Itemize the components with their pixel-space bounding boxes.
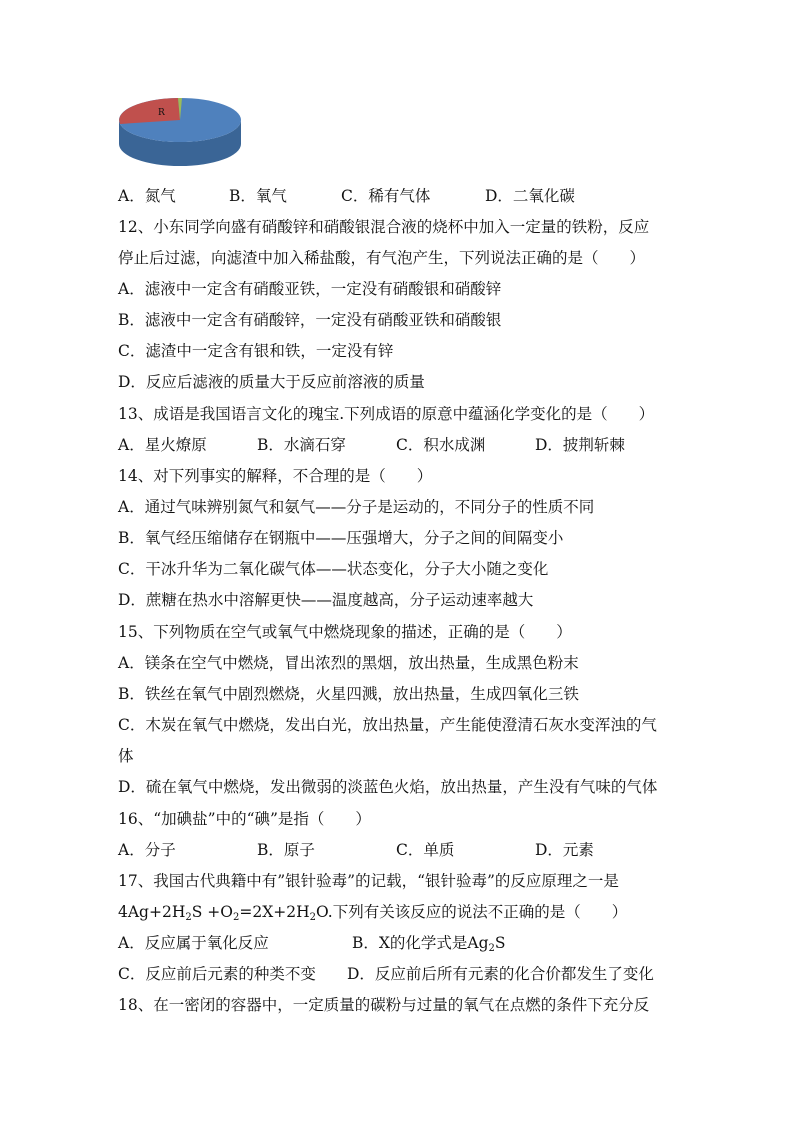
q11-options: [118, 186, 575, 206]
q17-option-d: D．反应前后所有元素的化合价都发生了变化: [347, 965, 654, 983]
q14-option-b: B．氧气经压缩储存在钢瓶中——压强增大，分子之间的间隔变小: [118, 529, 564, 547]
q13-option-d: D．披荆斩棘: [535, 436, 625, 454]
q17-eq-part-b: S +O: [191, 903, 233, 921]
q18-stem: 18、在一密闭的容器中，一定质量的碳粉与过量的氧气在点燃的条件下充分反: [118, 996, 650, 1014]
q14-option-d: D．蔗糖在热水中溶解更快——温度越高，分子运动速率越大: [118, 591, 534, 609]
q14-stem: 14、对下列事实的解释，不合理的是（ ）: [118, 467, 433, 485]
q17-eq-sub-b: 2: [232, 912, 240, 923]
q17-stem: 17、我国古代典籍中有”银针验毒”的记载，“银针验毒”的反应原理之一是: [118, 872, 619, 890]
q11-option-d: D．二氧化碳: [485, 187, 575, 205]
q13-stem: 13、成语是我国语言文化的瑰宝.下列成语的原意中蕴涵化学变化的是（ ）: [118, 405, 655, 423]
q14-option-a: A．通过气味辨别氮气和氨气——分子是运动的，不同分子的性质不同: [118, 498, 595, 516]
q12-option-a: A．滤液中一定含有硝酸亚铁，一定没有硝酸银和硝酸锌: [118, 280, 502, 298]
q15-option-b: B．铁丝在氧气中剧烈燃烧，火星四溅，放出热量，生成四氧化三铁: [118, 685, 579, 703]
q17-eq-part-a: 4Ag+2H: [118, 903, 186, 921]
q15-option-c-continued: 体: [118, 747, 134, 765]
pie-label-r: R: [158, 108, 165, 118]
q13-option-a: A．星火燎原: [118, 436, 207, 454]
q13-option-b: B．水滴石穿: [257, 436, 346, 454]
q17-option-a: A．反应属于氧化反应: [118, 934, 269, 952]
q17-eq-part-d: O.下列有关该反应的说法不正确的是（ ）: [315, 903, 628, 921]
pie-slice-r: [119, 98, 180, 124]
q15-option-c: C．木炭在氧气中燃烧，发出白光，放出热量，产生能使澄清石灰水变浑浊的气: [118, 716, 657, 734]
q17-option-b-sub: 2: [488, 943, 495, 954]
q15-option-d: D．硫在氧气中燃烧，发出微弱的淡蓝色火焰，放出热量，产生没有气味的气体: [118, 778, 658, 796]
q17-eq-sub-a: 2: [185, 912, 192, 923]
q17-options-row2: [118, 964, 654, 984]
q16-stem: 16、“加碘盐”中的“碘”是指（ ）: [118, 810, 371, 828]
q12-stem-line1: 12、小东同学向盛有硝酸锌和硝酸银混合液的烧杯中加入一定量的铁粉，反应: [118, 218, 650, 236]
q17-equation-line: [118, 902, 627, 922]
q14-option-c: C．干冰升华为二氧化碳气体——状态变化，分子大小随之变化: [118, 560, 549, 578]
q16-option-c: C．单质: [396, 841, 455, 859]
q17-option-b: [352, 933, 506, 953]
q12-option-c: C．滤渣中一定含有银和铁，一定没有锌: [118, 342, 394, 360]
q12-option-d: D．反应后滤液的质量大于反应前溶液的质量: [118, 373, 425, 391]
q12-stem-line2: 停止后过滤，向滤渣中加入稀盐酸，有气泡产生，下列说法正确的是（ ）: [118, 249, 646, 267]
q17-eq-part-c: =2X+2H: [239, 903, 310, 921]
q11-option-a: A．氮气: [118, 187, 176, 205]
q15-option-a: A．镁条在空气中燃烧，冒出浓烈的黑烟，放出热量，生成黑色粉末: [118, 654, 579, 672]
q13-options: [118, 435, 625, 455]
q15-stem: 15、下列物质在空气或氧气中燃烧现象的描述，正确的是（ ）: [118, 623, 572, 641]
q11-option-c: C．稀有气体: [341, 187, 431, 205]
pie-chart: [118, 96, 250, 170]
q17-options-row1: [118, 933, 506, 953]
q16-option-a: A．分子: [118, 841, 176, 859]
q13-option-c: C．积水成渊: [396, 436, 486, 454]
q17-eq-sub-c: 2: [309, 912, 316, 923]
q16-option-d: D．元素: [535, 841, 594, 859]
q17-option-b-tail: S: [494, 934, 506, 952]
q17-option-b-text: B．X的化学式是Ag: [352, 934, 489, 952]
q16-options: [118, 840, 594, 860]
q17-option-c: C．反应前后元素的种类不变: [118, 965, 316, 983]
q12-option-b: B．滤液中一定含有硝酸锌，一定没有硝酸亚铁和硝酸银: [118, 311, 502, 329]
q16-option-b: B．原子: [257, 841, 315, 859]
q11-option-b: B．氧气: [229, 187, 287, 205]
